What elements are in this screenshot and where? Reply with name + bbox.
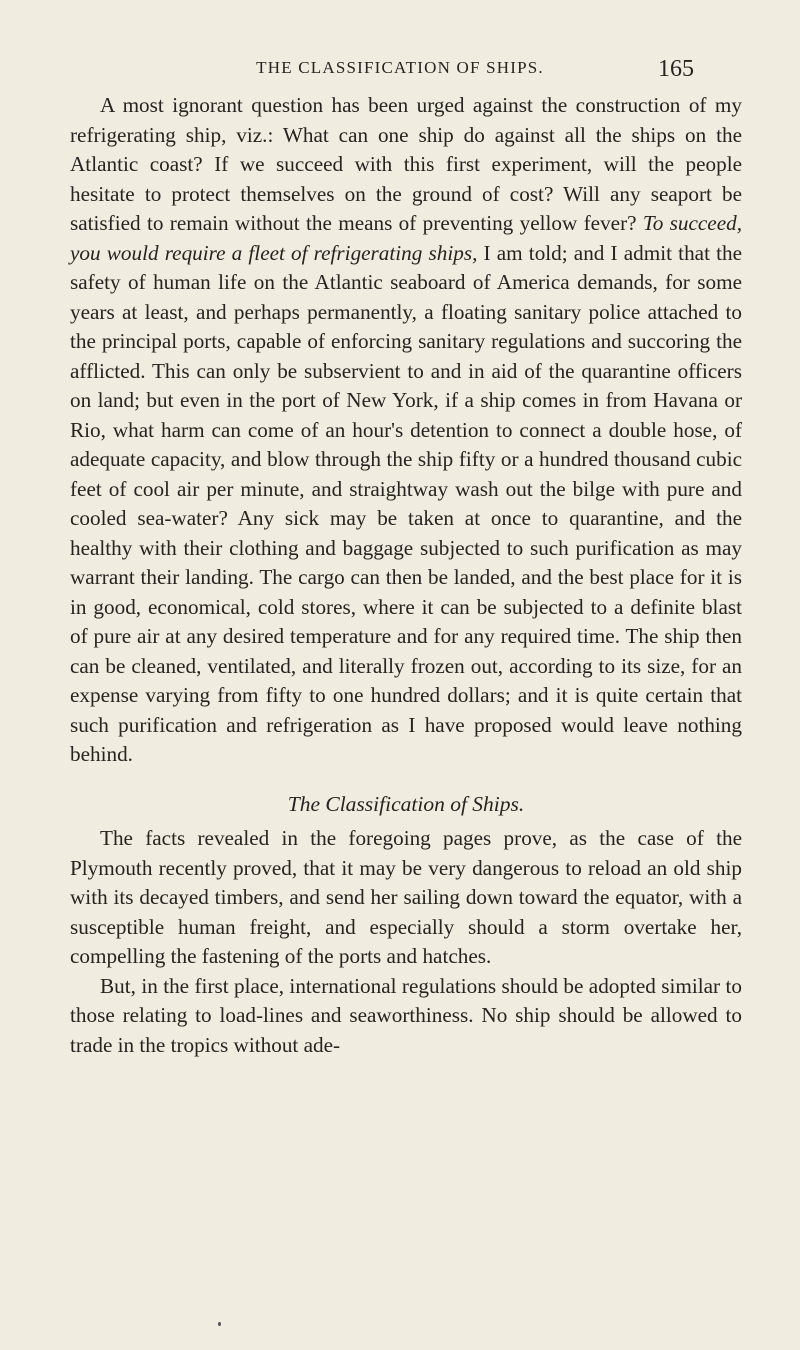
- running-title: THE CLASSIFICATION OF SHIPS.: [256, 58, 544, 77]
- paragraph: The facts revealed in the foregoing pages prove, as the case of the Plymouth recently proved, that it may be very dangerous to reload an old ship with its decayed timbers, and send her sailing down toward the equator, with a susceptible human freight, and especially should a storm overtake her, compelling the fastening of the ports and hatches.: [70, 826, 742, 968]
- page-number: 165: [658, 56, 694, 82]
- ink-speck: [218, 1322, 221, 1326]
- paragraph: [70, 91, 742, 770]
- paragraph: But, in the first place, international regulations should be adopted similar to those relating to load-lines and seaworthiness. No ship should be allowed to trade in the tropics without ade-: [70, 973, 742, 1057]
- body-text: [70, 91, 742, 1060]
- running-head: [0, 58, 800, 88]
- section-heading: The Classification of Ships.: [287, 791, 525, 816]
- paragraph-text: A most ignorant question has been urged against the construction of my refrigerating ship, viz.: What can one ship do against all the ships on the Atlantic coast? If we succeed with this first experiment, will the people hesitate to protect themselves on the ground of cost? Will any seaport be satisfied to remain without the means of preventing yellow fever?: [70, 93, 742, 235]
- paragraph-text: I am told; and I admit that the safety of human life on the Atlantic seaboard of America demands, for some years at least, and perhaps permanently, a floating sanitary police attached to the principal ports, capable of enforcing sanitary regulations and succoring the afflicted. This can only be subservient to and in aid of the quarantine officers on land; but even in the port of New York, if a ship comes in from Havana or Rio, what harm can come of an hour's detention to connect a double hose, of adequate capacity, and blow through the ship fifty or a hundred thousand cubic feet of cool air per minute, and straightway wash out the bilge with pure and cooled sea-water? Any sick may be taken at once to quarantine, and the healthy with their clothing and baggage subjected to such purification as may warrant their landing. The cargo can then be landed, and the best place for it is in good, economical, cold stores, where it can be subjected to a definite blast of pure air at any desired temperature and for any required time. The ship then can be cleaned, ventilated, and literally frozen out, according to its size, for an expense varying from fifty to one hundred dollars; and it is quite certain that such purification and refrigeration as I have proposed would leave nothing behind.: [70, 240, 742, 766]
- italic-quote: To succeed, you would require a fleet of refrigerating ships,: [70, 211, 742, 265]
